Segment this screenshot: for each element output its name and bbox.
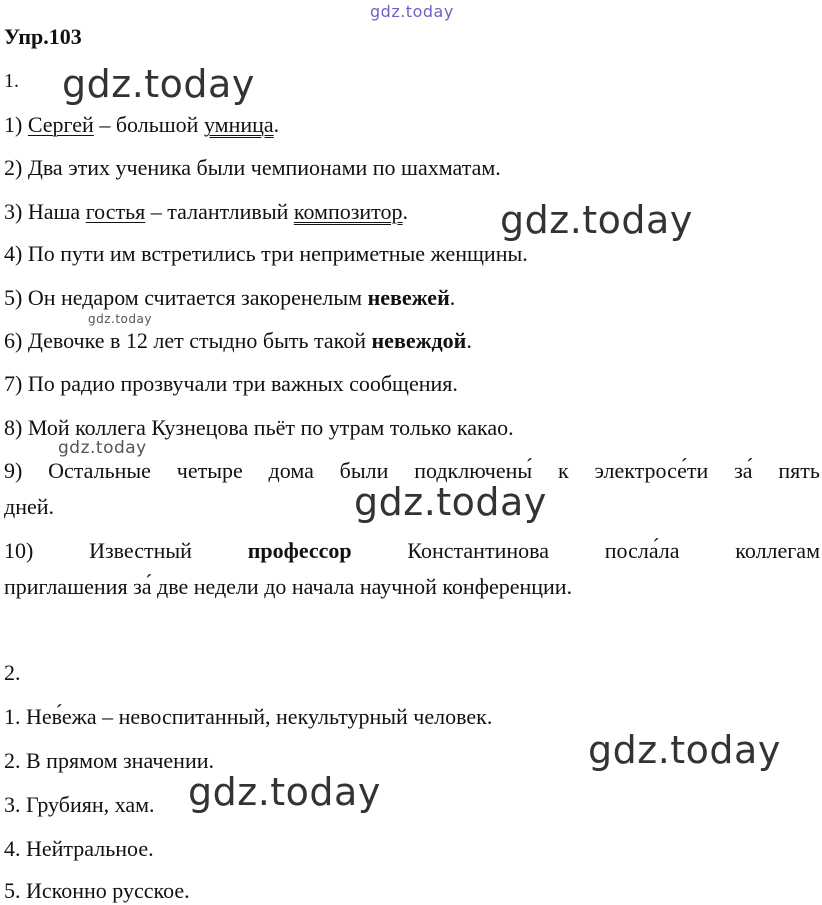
sentence-number: 1) [4, 112, 23, 137]
word: электросе́ти [594, 458, 709, 483]
sentence-9-line-2: дней. [4, 494, 55, 519]
sentence-7 [4, 371, 458, 397]
sentence-number: 6) [4, 328, 23, 353]
sentence-text: По радио прозвучали три важных сообщения. [27, 371, 458, 396]
bold-word: невеждой [371, 328, 467, 353]
answer-item: 2. В прямом значении. [4, 748, 214, 773]
word: подключены́ [414, 458, 533, 483]
subject-word: Сергей [27, 112, 94, 137]
part-number: 2. [4, 660, 21, 685]
word: пять [778, 458, 820, 483]
sentence-9-line-1 [4, 458, 820, 484]
sentence-number: 8) [4, 415, 23, 440]
sentence-text: . [402, 199, 409, 224]
watermark: gdz.today [588, 728, 781, 772]
subject-word: гостья [85, 199, 146, 224]
sentence-text: По пути им встретились три неприметные женщины. [27, 241, 528, 266]
answer-item: 4. Нейтральное. [4, 836, 154, 861]
watermark: gdz.today [58, 438, 147, 458]
word: были [339, 458, 389, 483]
exercise-title: Упр.103 [4, 24, 82, 49]
sentence-text: Наша [27, 199, 86, 224]
watermark: gdz.today [354, 480, 547, 524]
watermark: gdz.today [88, 312, 152, 326]
sentence-1 [4, 112, 279, 138]
watermark: gdz.today [62, 62, 255, 106]
predicate-word: умница [203, 112, 274, 137]
sentence-text: . [449, 285, 456, 310]
sentence-10-line-2: приглашения за́ две недели до начала научной конференции. [4, 574, 573, 599]
sentence-4 [4, 241, 528, 267]
word: дома [268, 458, 314, 483]
answer-item: 1. Нев́ежа – невоспитанный, некультурный человек. [4, 704, 493, 729]
sentence-text: . [466, 328, 472, 353]
sentence-5 [4, 285, 455, 311]
word: Константинова [407, 538, 549, 563]
sentence-text: Девочке в 12 лет стыдно быть такой [27, 328, 372, 353]
word: четыре [176, 458, 243, 483]
sentence-number: 10) [4, 538, 34, 563]
word: посла́ла [604, 538, 680, 563]
word: Известный [89, 538, 192, 563]
sentence-text: Два этих ученика были чемпионами по шахматам. [27, 155, 501, 180]
sentence-2 [4, 155, 501, 181]
word: коллегам [735, 538, 820, 563]
sentence-number: 2) [4, 155, 23, 180]
sentence-3 [4, 199, 408, 225]
part-number: 1. [4, 70, 19, 92]
sentence-number: 9) [4, 458, 23, 483]
watermark: gdz.today [188, 770, 381, 814]
sentence-text: – талантливый [145, 199, 294, 224]
sentence-number: 7) [4, 371, 23, 396]
watermark: gdz.today [500, 198, 693, 242]
word: за́ [734, 458, 753, 483]
sentence-text: – большой [93, 112, 204, 137]
bold-word: профессор [247, 538, 352, 563]
watermark-top: gdz.today [370, 2, 454, 21]
sentence-number: 3) [4, 199, 23, 224]
sentence-text: . [273, 112, 280, 137]
word: к [557, 458, 569, 483]
predicate-word: композитор [293, 199, 403, 224]
sentence-text: Мой коллега Кузнецова пьёт по утрам только какао. [27, 415, 514, 440]
word: Остальные [48, 458, 151, 483]
sentence-6 [4, 328, 472, 354]
sentence-text: Он недаром считается закоренелым [27, 285, 368, 310]
sentence-number: 4) [4, 241, 23, 266]
sentence-number: 5) [4, 285, 23, 310]
bold-word: невежей [367, 285, 450, 310]
sentence-10-line-1 [4, 538, 820, 564]
answer-item: 3. Грубиян, хам. [4, 792, 155, 817]
answer-item: 5. Исконно русское. [4, 878, 190, 903]
sentence-8 [4, 415, 514, 441]
